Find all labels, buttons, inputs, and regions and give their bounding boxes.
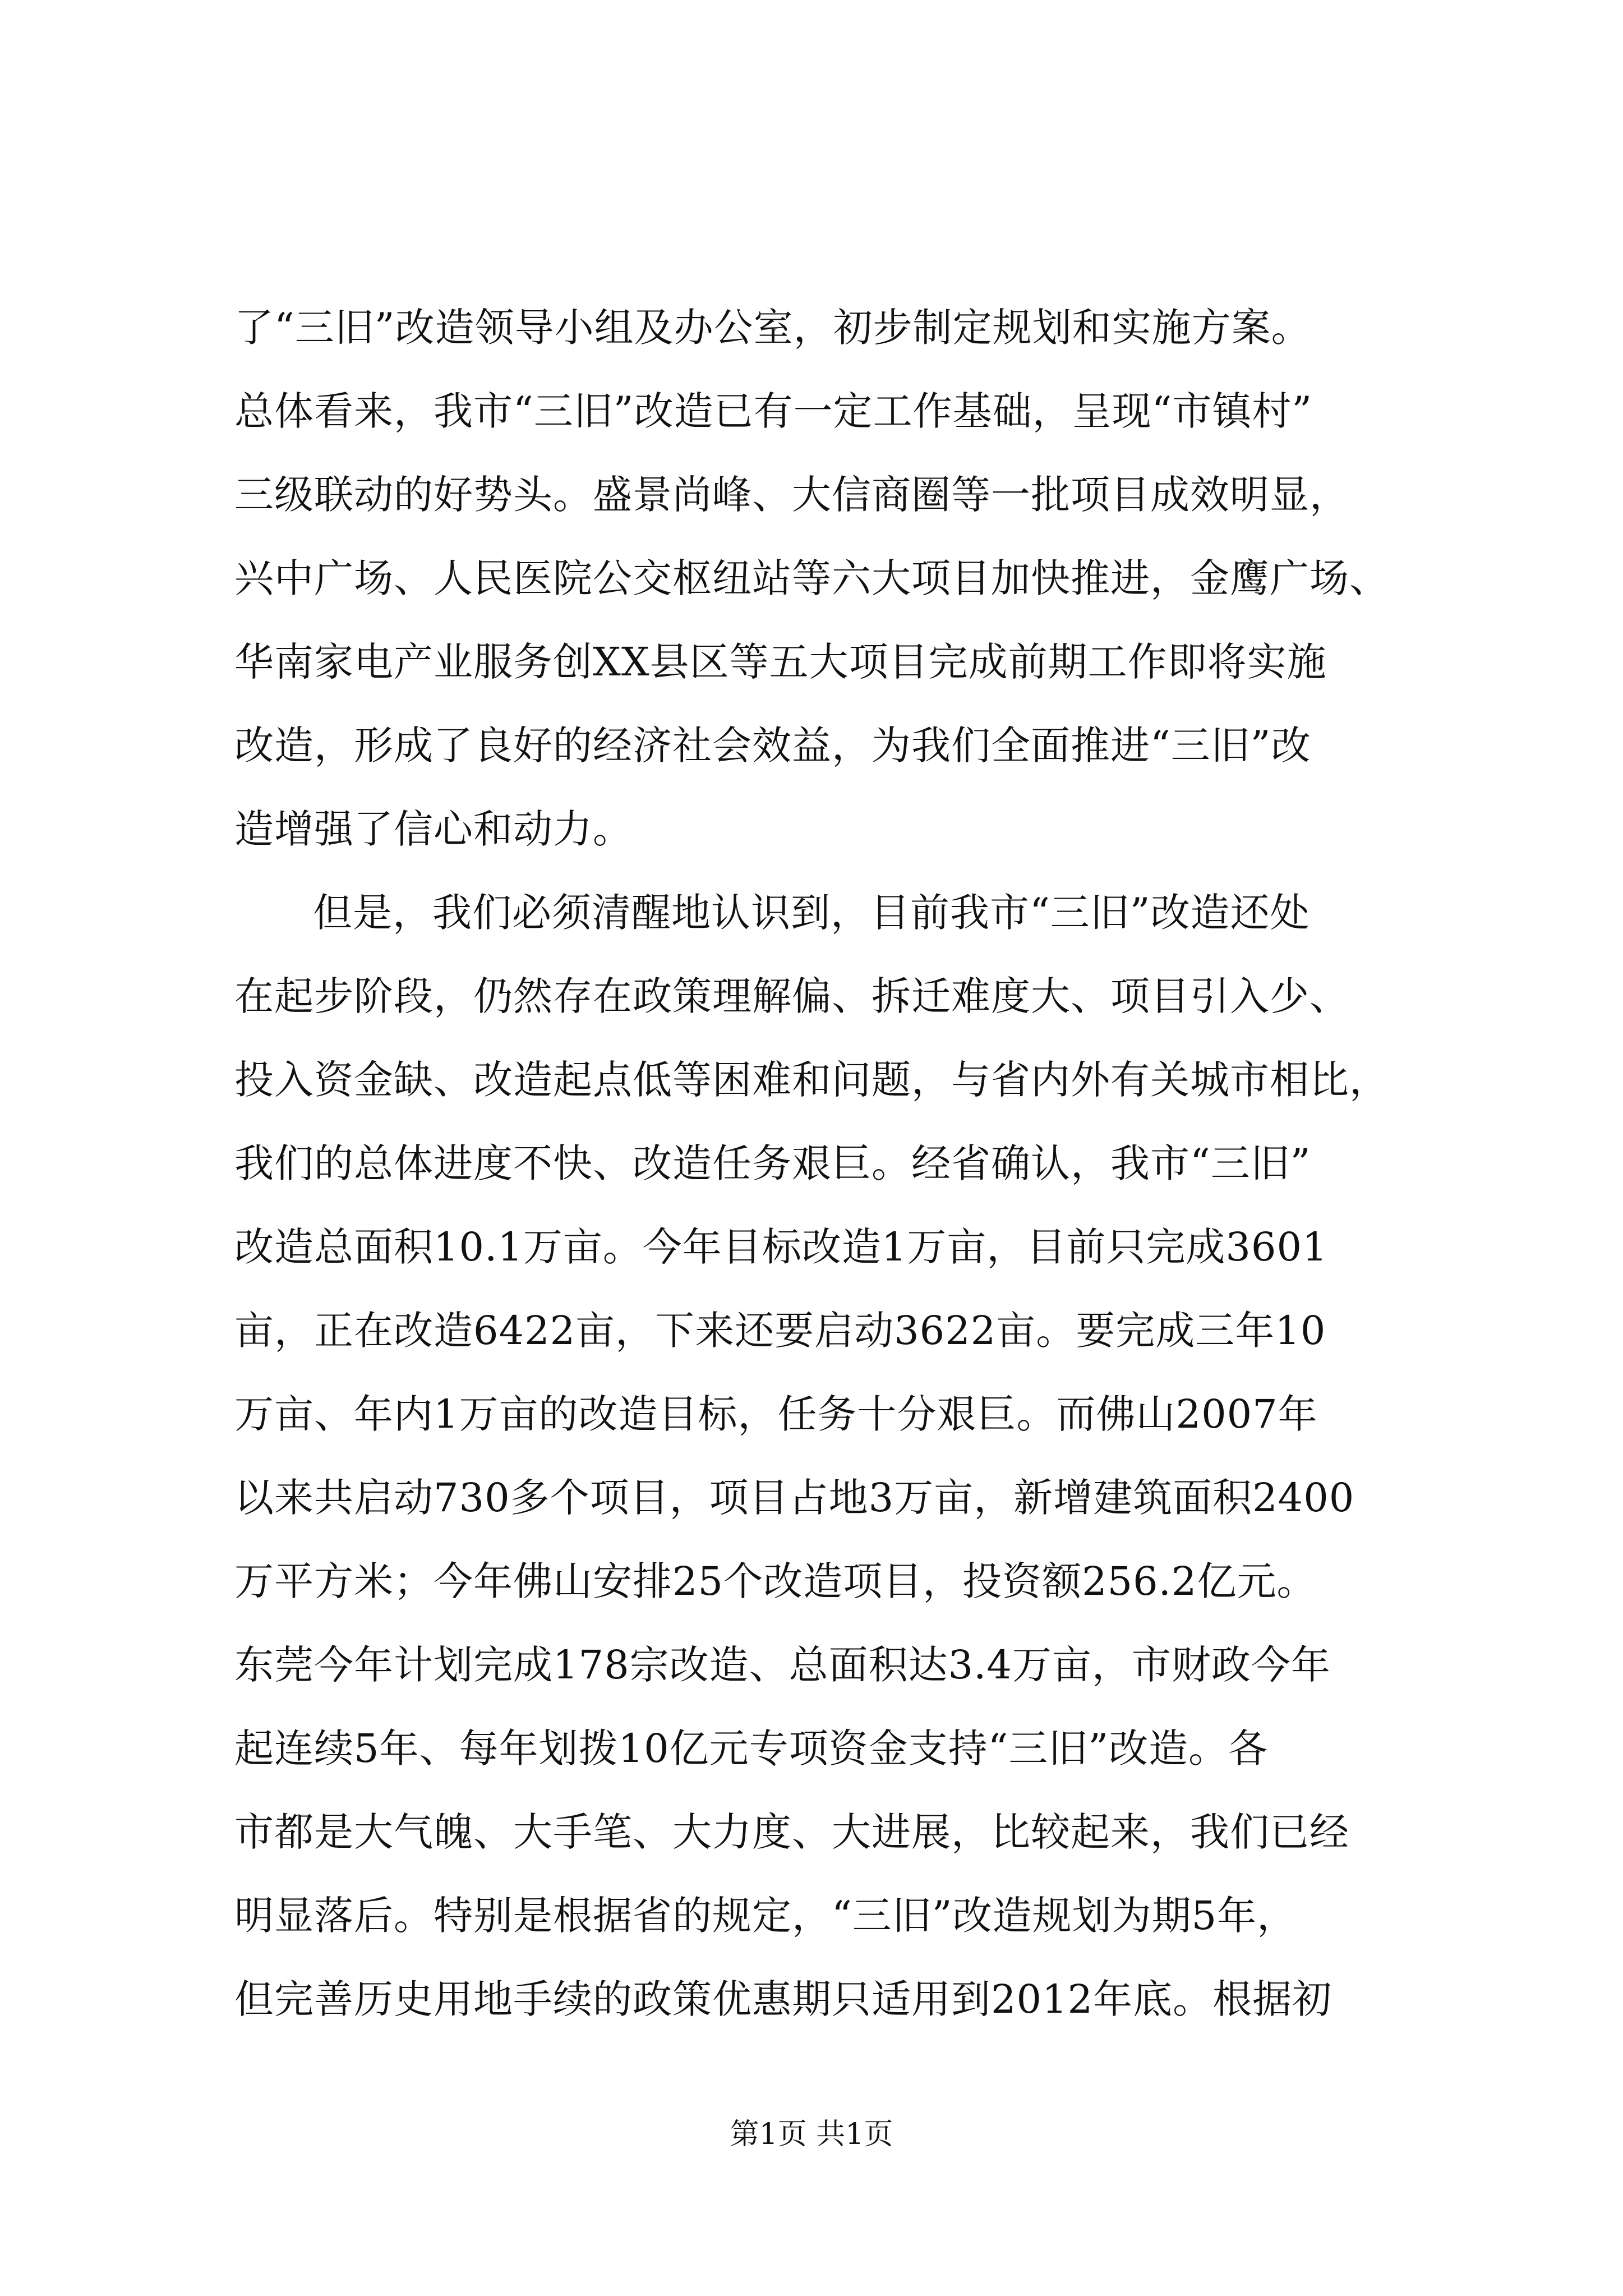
text-line: 起连续5年、每年划拨10亿元专项资金支持“三旧”改造。各 (234, 1726, 1269, 1772)
text-line: 投入资金缺、改造起点低等困难和问题，与省内外有关城市相比， (234, 1057, 1389, 1103)
text-line: 造增强了信心和动力。 (234, 806, 633, 852)
text-line: 改造总面积10.1万亩。今年目标改造1万亩，目前只完成3601 (234, 1224, 1328, 1270)
paragraph-first-line: 但是，我们必须清醒地认识到，目前我市“三旧”改造还处 (313, 890, 1310, 936)
body-text (234, 286, 1412, 2041)
text-line: 总体看来，我市“三旧”改造已有一定工作基础，呈现“市镇村” (234, 388, 1313, 434)
text-line: 但完善历史用地手续的政策优惠期只适用到2012年底。根据初 (234, 1976, 1332, 2022)
text-line: 东莞今年计划完成178宗改造、总面积达3.4万亩，市财政今年 (234, 1642, 1331, 1688)
text-line: 市都是大气魄、大手笔、大力度、大进展，比较起来，我们已经 (234, 1809, 1349, 1855)
text-line: 我们的总体进度不快、改造任务艰巨。经省确认，我市“三旧” (234, 1140, 1311, 1186)
text-line: 了“三旧”改造领导小组及办公室，初步制定规划和实施方案。 (234, 305, 1311, 351)
page-footer (0, 2115, 1623, 2154)
text-line: 三级联动的好势头。盛景尚峰、大信商圈等一批项目成效明显， (234, 472, 1349, 518)
text-line: 亩，正在改造6422亩，下来还要启动3622亩。要完成三年10 (234, 1308, 1326, 1354)
text-line: 改造，形成了良好的经济社会效益，为我们全面推进“三旧”改 (234, 723, 1311, 769)
text-line: 万亩、年内1万亩的改造目标，任务十分艰巨。而佛山2007年 (234, 1391, 1318, 1437)
text-line: 万平方米；今年佛山安排25个改造项目，投资额256.2亿元。 (234, 1558, 1317, 1604)
text-line: 在起步阶段，仍然存在政策理解偏、拆迁难度大、项目引入少、 (234, 973, 1349, 1019)
text-line: 以来共启动730多个项目，项目占地3万亩，新增建筑面积2400 (234, 1475, 1355, 1521)
text-line: 华南家电产业服务创XX县区等五大项目完成前期工作即将实施 (234, 639, 1327, 685)
page-number-label: 第1页 共1页 (730, 2118, 893, 2151)
text-line: 明显落后。特别是根据省的规定，“三旧”改造规划为期5年， (234, 1893, 1297, 1939)
text-line: 兴中广场、人民医院公交枢纽站等六大项目加快推进，金鹰广场、 (234, 555, 1389, 601)
